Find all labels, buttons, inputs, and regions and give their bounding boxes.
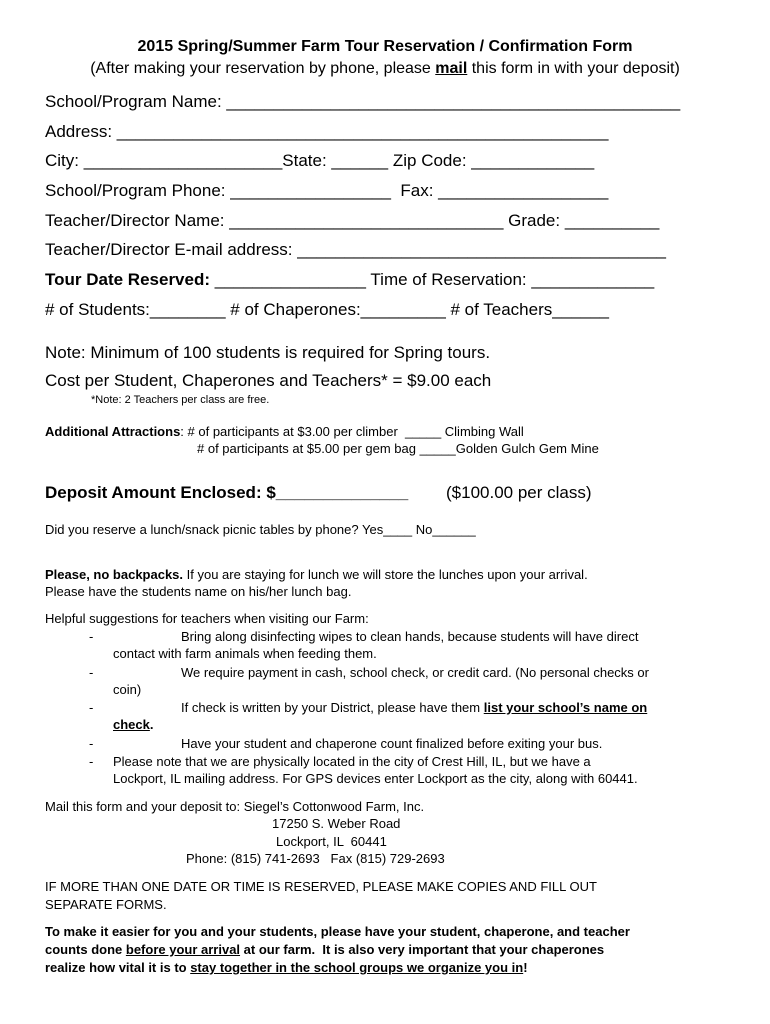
- mail-line: Mail this form and your deposit to: Siegel’s Cottonwood Farm, Inc.: [45, 799, 425, 814]
- suggestion-2b: coin): [113, 682, 142, 697]
- suggestion-3a: If check is written by your District, please have them list your school’s name on: [181, 700, 648, 715]
- form-subtitle: (After making your reservation by phone, please mail this form in with your deposit): [90, 60, 680, 77]
- cost-note: *Note: 2 Teachers per class are free.: [91, 394, 270, 406]
- final-note-line1: To make it easier for you and your students, please have your student, chaperone, and teacher: [45, 924, 630, 939]
- tour-date-field[interactable]: Tour Date Reserved: ________________ Time of Reservation: _____________: [45, 270, 655, 289]
- suggestions-heading: Helpful suggestions for teachers when visiting our Farm:: [45, 611, 369, 626]
- mail-city: Lockport, IL 60441: [276, 834, 387, 849]
- form-title: 2015 Spring/Summer Farm Tour Reservation / Confirmation Form: [137, 38, 633, 55]
- city-state-zip-field[interactable]: City: _____________________State: ______ Zip Code: _____________: [45, 151, 595, 170]
- suggestion-1a: Bring along disinfecting wipes to clean hands, because students will have direct: [181, 629, 639, 644]
- suggestion-3b: check.: [113, 717, 154, 732]
- suggestion-5b: Lockport, IL mailing address. For GPS devices enter Lockport as the city, along with 60441.: [113, 771, 638, 786]
- deposit-field[interactable]: Deposit Amount Enclosed: $______________: [45, 483, 409, 502]
- address-field[interactable]: Address: ____________________________________________________: [45, 122, 609, 141]
- bullet-dash: -: [89, 754, 94, 769]
- attractions-line2[interactable]: # of participants at $5.00 per gem bag _____Golden Gulch Gem Mine: [197, 441, 599, 456]
- suggestion-2a: We require payment in cash, school check, or credit card. (No personal checks or: [181, 665, 649, 680]
- school-name-field[interactable]: School/Program Name: ________________________________________________: [45, 92, 681, 111]
- final-note-line3: realize how vital it is to stay together in the school groups we organize you in!: [45, 960, 528, 975]
- bullet-dash: -: [89, 700, 94, 715]
- bullet-dash: -: [89, 665, 94, 680]
- cost-line: Cost per Student, Chaperones and Teachers* = $9.00 each: [45, 371, 492, 390]
- bullet-dash: -: [89, 736, 94, 751]
- counts-field[interactable]: # of Students:________ # of Chaperones:_________ # of Teachers______: [45, 300, 609, 319]
- bullet-dash: -: [89, 629, 94, 644]
- deposit-note: ($100.00 per class): [446, 483, 592, 502]
- backpacks-line1: Please, no backpacks. If you are staying for lunch we will store the lunches upon your arrival.: [45, 567, 588, 582]
- minimum-note: Note: Minimum of 100 students is required for Spring tours.: [45, 343, 491, 362]
- suggestion-1b: contact with farm animals when feeding them.: [113, 646, 377, 661]
- final-note-line2: counts done before your arrival at our farm. It is also very important that your chaperones: [45, 942, 605, 957]
- email-field[interactable]: Teacher/Director E-mail address: _______________________________________: [45, 240, 666, 259]
- backpacks-line2: Please have the students name on his/her lunch bag.: [45, 584, 352, 599]
- suggestion-5a: Please note that we are physically located in the city of Crest Hill, IL, but we have a: [113, 754, 591, 769]
- suggestion-4: Have your student and chaperone count finalized before exiting your bus.: [181, 736, 603, 751]
- copies-line2: SEPARATE FORMS.: [45, 897, 167, 912]
- mail-street: 17250 S. Weber Road: [272, 816, 401, 831]
- lunch-question[interactable]: Did you reserve a lunch/snack picnic tables by phone? Yes____ No______: [45, 522, 476, 537]
- teacher-grade-field[interactable]: Teacher/Director Name: _____________________________ Grade: __________: [45, 211, 660, 230]
- phone-fax-field[interactable]: School/Program Phone: _________________ Fax: __________________: [45, 181, 609, 200]
- copies-line1: IF MORE THAN ONE DATE OR TIME IS RESERVED, PLEASE MAKE COPIES AND FILL OUT: [45, 879, 597, 894]
- attractions-line1[interactable]: Additional Attractions: # of participants at $3.00 per climber _____ Climbing Wall: [45, 424, 524, 439]
- mail-phone: Phone: (815) 741-2693 Fax (815) 729-2693: [186, 851, 445, 866]
